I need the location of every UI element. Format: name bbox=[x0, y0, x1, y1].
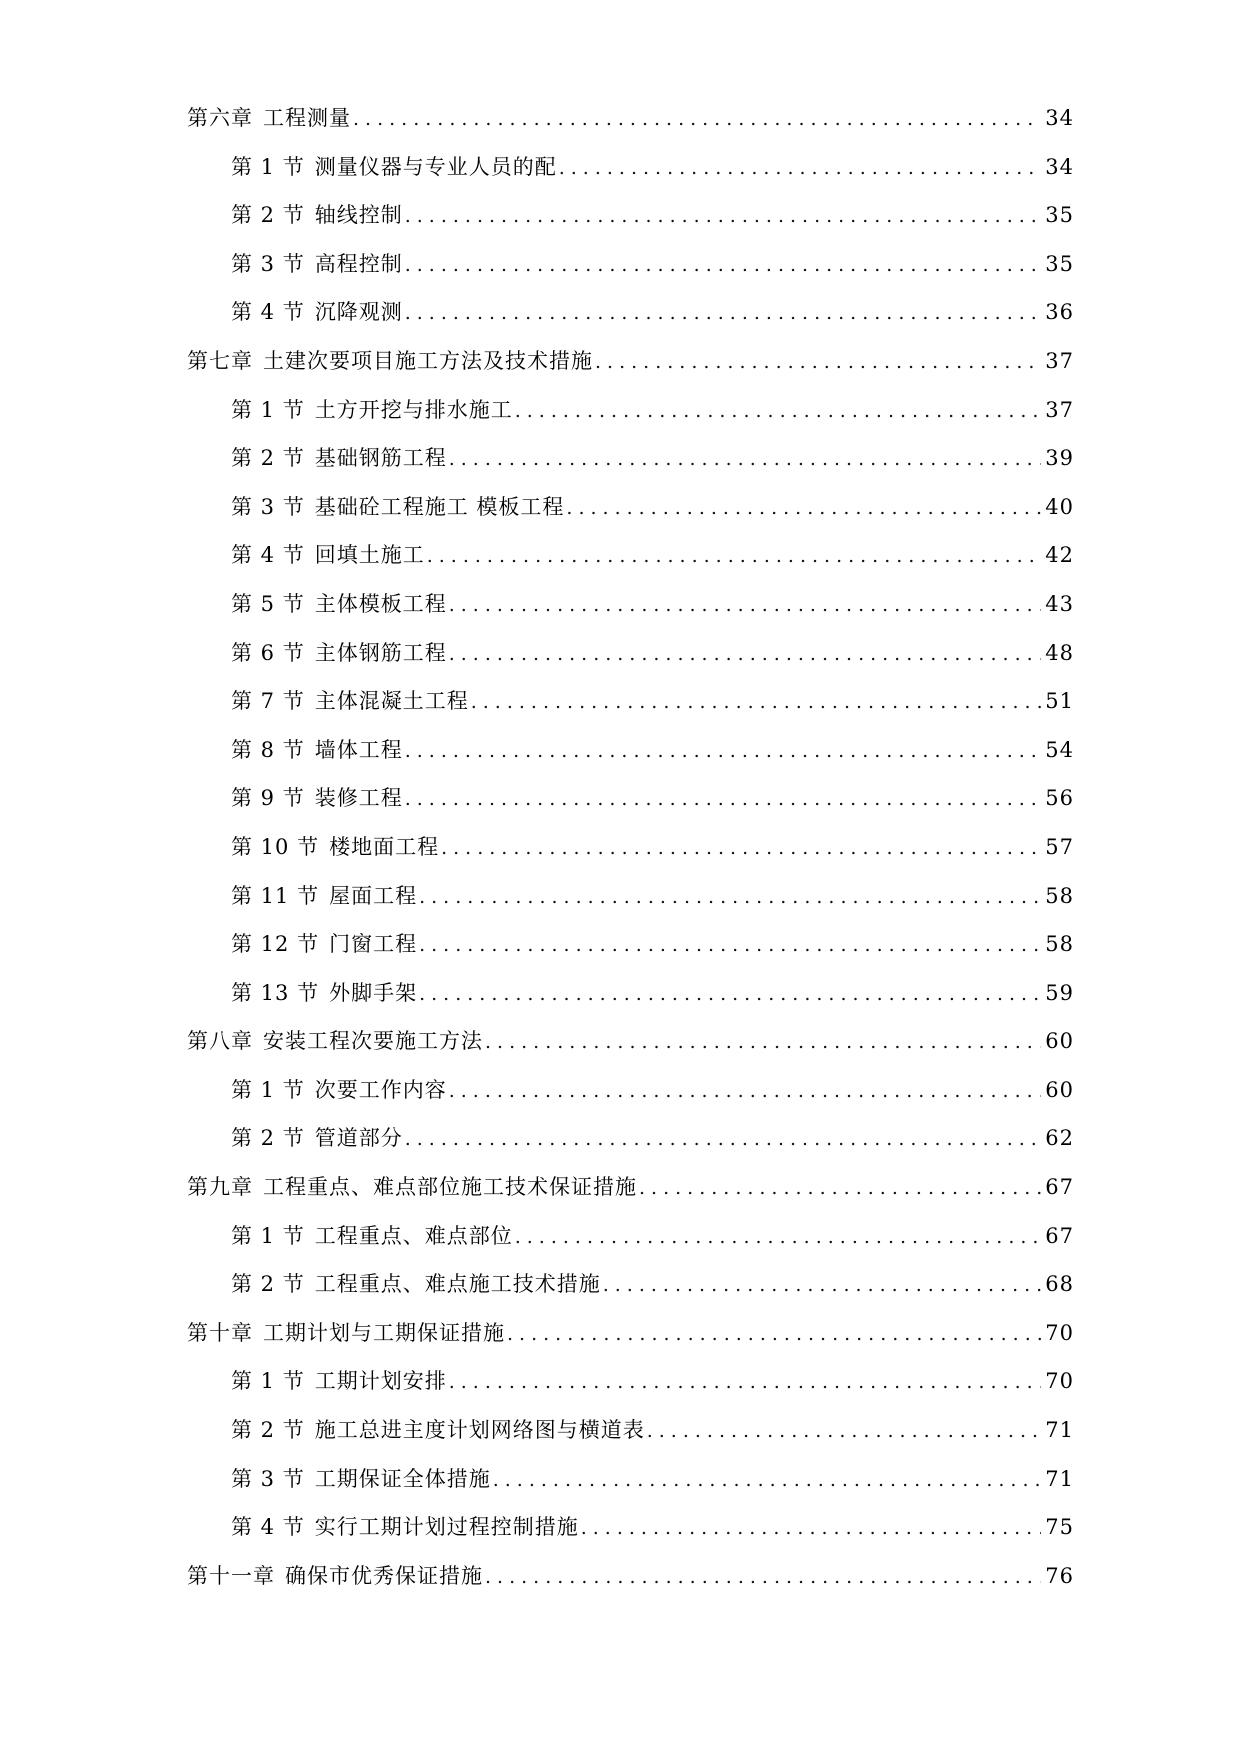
toc-dot-leader bbox=[419, 979, 1041, 1009]
toc-page-number: 71 bbox=[1045, 1418, 1074, 1443]
toc-entry-label bbox=[231, 1366, 447, 1396]
toc-page-number: 71 bbox=[1045, 1466, 1074, 1491]
toc-entry-title: 高程控制 bbox=[314, 251, 403, 276]
toc-chapter-entry[interactable] bbox=[187, 346, 1074, 395]
toc-section-entry[interactable] bbox=[187, 1512, 1074, 1561]
toc-dot-leader bbox=[515, 396, 1042, 426]
toc-section-entry[interactable] bbox=[187, 1075, 1074, 1124]
toc-dot-leader bbox=[405, 784, 1042, 814]
toc-dot-leader bbox=[559, 153, 1042, 183]
toc-entry-label bbox=[187, 103, 351, 133]
toc-page-number: 67 bbox=[1045, 1175, 1074, 1200]
toc-section-entry[interactable] bbox=[187, 540, 1074, 589]
toc-dot-leader bbox=[515, 1222, 1042, 1252]
toc-page-number: 60 bbox=[1045, 1029, 1074, 1054]
toc-section-entry[interactable] bbox=[187, 735, 1074, 784]
toc-page-number: 67 bbox=[1045, 1223, 1074, 1248]
toc-section-entry[interactable] bbox=[187, 1366, 1074, 1415]
toc-entry-label bbox=[231, 1464, 491, 1494]
toc-entry-title: 土建次要项目施工方法及技术措施 bbox=[263, 348, 593, 373]
toc-entry-number: 第 3 节 bbox=[231, 1466, 305, 1491]
toc-dot-leader bbox=[581, 1513, 1042, 1543]
toc-entry-title: 土方开挖与排水施工 bbox=[314, 397, 513, 422]
toc-dot-leader bbox=[566, 493, 1041, 523]
toc-entry-number: 第 4 节 bbox=[231, 543, 305, 568]
toc-page-number: 54 bbox=[1045, 737, 1074, 762]
toc-entry-label bbox=[187, 1026, 483, 1056]
toc-section-entry[interactable] bbox=[187, 686, 1074, 735]
toc-entry-number: 第 1 节 bbox=[231, 1077, 305, 1102]
toc-entry-label bbox=[231, 249, 403, 279]
toc-page-number: 51 bbox=[1045, 689, 1074, 714]
toc-page-number: 40 bbox=[1045, 494, 1074, 519]
toc-dot-leader bbox=[485, 1027, 1041, 1057]
toc-section-entry[interactable] bbox=[187, 832, 1074, 881]
toc-entry-label bbox=[231, 881, 417, 911]
toc-page-number: 48 bbox=[1045, 640, 1074, 665]
toc-entry-title: 屋面工程 bbox=[329, 883, 418, 908]
toc-page-number: 37 bbox=[1045, 348, 1074, 373]
toc-entry-title: 工期计划安排 bbox=[314, 1369, 447, 1394]
toc-dot-leader bbox=[405, 1124, 1042, 1154]
toc-entry-title: 门窗工程 bbox=[329, 932, 418, 957]
toc-section-entry[interactable] bbox=[187, 1221, 1074, 1270]
toc-entry-title: 次要工作内容 bbox=[314, 1077, 447, 1102]
toc-entry-number: 第八章 bbox=[187, 1029, 253, 1054]
toc-section-entry[interactable] bbox=[187, 881, 1074, 930]
toc-dot-leader bbox=[353, 104, 1041, 134]
toc-entry-label bbox=[231, 1123, 403, 1153]
toc-entry-title: 主体模板工程 bbox=[314, 591, 447, 616]
toc-entry-label bbox=[187, 1561, 483, 1591]
toc-entry-number: 第 8 节 bbox=[231, 737, 305, 762]
toc-entry-number: 第十章 bbox=[187, 1320, 253, 1345]
toc-entry-label bbox=[187, 346, 593, 376]
toc-entry-number: 第 5 节 bbox=[231, 591, 305, 616]
toc-entry-label bbox=[231, 200, 403, 230]
toc-entry-label bbox=[187, 1318, 505, 1348]
toc-entry-number: 第 12 节 bbox=[231, 932, 320, 957]
toc-entry-title: 工期计划与工期保证措施 bbox=[263, 1320, 505, 1345]
toc-page-number: 43 bbox=[1045, 591, 1074, 616]
toc-page-number: 57 bbox=[1045, 834, 1074, 859]
toc-dot-leader bbox=[485, 1562, 1041, 1592]
toc-dot-leader bbox=[507, 1319, 1041, 1349]
toc-entry-label bbox=[231, 540, 425, 570]
toc-page-number: 62 bbox=[1045, 1126, 1074, 1151]
toc-page-number: 35 bbox=[1045, 251, 1074, 276]
toc-section-entry[interactable] bbox=[187, 1415, 1074, 1464]
toc-entry-label bbox=[231, 443, 447, 473]
toc-dot-leader bbox=[405, 201, 1042, 231]
toc-dot-leader bbox=[405, 736, 1042, 766]
toc-entry-title: 沉降观测 bbox=[314, 300, 403, 325]
toc-entry-title: 工程测量 bbox=[263, 106, 351, 130]
toc-entry-title: 施工总进主度计划网络图与横道表 bbox=[314, 1418, 645, 1443]
toc-entry-number: 第 10 节 bbox=[231, 834, 320, 859]
toc-chapter-entry[interactable] bbox=[187, 1318, 1074, 1367]
toc-entry-number: 第 2 节 bbox=[231, 1272, 305, 1297]
toc-page-number: 68 bbox=[1045, 1272, 1074, 1297]
toc-entry-title: 管道部分 bbox=[314, 1126, 403, 1151]
toc-entry-label bbox=[231, 686, 469, 716]
toc-entry-label bbox=[231, 783, 403, 813]
toc-dot-leader bbox=[595, 347, 1041, 377]
toc-entry-number: 第 11 节 bbox=[231, 883, 320, 908]
toc-dot-leader bbox=[441, 833, 1041, 863]
toc-entry-label bbox=[231, 1269, 601, 1299]
toc-section-entry[interactable] bbox=[187, 1464, 1074, 1513]
toc-entry-number: 第 1 节 bbox=[231, 154, 305, 179]
toc-section-entry[interactable] bbox=[187, 783, 1074, 832]
toc-chapter-entry[interactable] bbox=[187, 1172, 1074, 1221]
toc-entry-label bbox=[231, 735, 403, 765]
toc-entry-label bbox=[231, 589, 447, 619]
toc-entry-title: 实行工期计划过程控制措施 bbox=[314, 1515, 579, 1540]
toc-entry-title: 工程重点、难点施工技术措施 bbox=[314, 1272, 601, 1297]
toc-dot-leader bbox=[493, 1465, 1042, 1495]
toc-entry-label bbox=[231, 929, 417, 959]
toc-section-entry[interactable] bbox=[187, 1269, 1074, 1318]
toc-page-number: 76 bbox=[1045, 1563, 1074, 1588]
toc-page-number: 59 bbox=[1045, 980, 1074, 1005]
toc-dot-leader bbox=[419, 930, 1041, 960]
toc-dot-leader bbox=[639, 1173, 1041, 1203]
toc-section-entry[interactable] bbox=[187, 929, 1074, 978]
toc-entry-number: 第 7 节 bbox=[231, 689, 305, 714]
toc-section-entry[interactable] bbox=[187, 152, 1074, 201]
toc-section-entry[interactable] bbox=[187, 638, 1074, 687]
toc-page-number: 56 bbox=[1045, 786, 1074, 811]
toc-entry-label bbox=[231, 832, 439, 862]
toc-entry-title: 楼地面工程 bbox=[329, 834, 440, 859]
toc-entry-number: 第 3 节 bbox=[231, 251, 305, 276]
toc-dot-leader bbox=[647, 1416, 1042, 1446]
toc-dot-leader bbox=[427, 541, 1042, 571]
toc-chapter-entry[interactable] bbox=[187, 1026, 1074, 1075]
toc-entry-label bbox=[231, 492, 564, 522]
toc-entry-label bbox=[231, 152, 557, 182]
toc-page-number: 75 bbox=[1045, 1515, 1074, 1540]
toc-page-number: 34 bbox=[1045, 154, 1074, 179]
toc-entry-title: 工程重点、难点部位施工技术保证措施 bbox=[263, 1175, 637, 1200]
toc-entry-number: 第十一章 bbox=[187, 1563, 275, 1588]
toc-entry-label bbox=[231, 1075, 447, 1105]
toc-page-number: 70 bbox=[1045, 1320, 1074, 1345]
toc-section-entry[interactable] bbox=[187, 200, 1074, 249]
toc-entry-label bbox=[231, 1512, 579, 1542]
toc-page-number: 70 bbox=[1045, 1369, 1074, 1394]
toc-entry-number: 第 4 节 bbox=[231, 1515, 305, 1540]
toc-section-entry[interactable] bbox=[187, 249, 1074, 298]
toc-entry-number: 第 2 节 bbox=[231, 1418, 305, 1443]
toc-page-number: 58 bbox=[1045, 932, 1074, 957]
toc-entry-label bbox=[231, 638, 447, 668]
toc-section-entry[interactable] bbox=[187, 297, 1074, 346]
toc-entry-title: 测量仪器与专业人员的配 bbox=[314, 154, 557, 179]
toc-section-entry[interactable] bbox=[187, 978, 1074, 1027]
toc-page-number: 60 bbox=[1045, 1077, 1074, 1102]
toc-chapter-entry[interactable] bbox=[187, 1561, 1074, 1610]
toc-entry-title: 基础砼工程施工 模板工程 bbox=[314, 494, 565, 519]
toc-dot-leader bbox=[449, 590, 1042, 620]
toc-dot-leader bbox=[449, 1076, 1042, 1106]
toc-entry-title: 回填土施工 bbox=[314, 543, 425, 568]
toc-section-entry[interactable] bbox=[187, 589, 1074, 638]
toc-dot-leader bbox=[471, 687, 1042, 717]
toc-entry-label bbox=[231, 1415, 645, 1445]
toc-entry-number: 第 2 节 bbox=[231, 1126, 305, 1151]
toc-entry-label bbox=[231, 297, 403, 327]
toc-entry-number: 第 1 节 bbox=[231, 1369, 305, 1394]
toc-page-number: 34 bbox=[1045, 106, 1074, 130]
toc-dot-leader bbox=[405, 298, 1042, 328]
toc-entry-number: 第 4 节 bbox=[231, 300, 305, 325]
toc-entry-number: 第六章 bbox=[187, 106, 253, 130]
toc-page-number: 37 bbox=[1045, 397, 1074, 422]
toc-section-entry[interactable] bbox=[187, 1123, 1074, 1172]
toc-entry-title: 工程重点、难点部位 bbox=[314, 1223, 513, 1248]
toc-page-number: 42 bbox=[1045, 543, 1074, 568]
toc-entry-number: 第 1 节 bbox=[231, 1223, 305, 1248]
toc-dot-leader bbox=[449, 444, 1042, 474]
toc-dot-leader bbox=[405, 250, 1042, 280]
toc-section-entry[interactable] bbox=[187, 492, 1074, 541]
toc-entry-title: 外脚手架 bbox=[329, 980, 418, 1005]
toc-entry-title: 主体钢筋工程 bbox=[314, 640, 447, 665]
toc-dot-leader bbox=[603, 1270, 1042, 1300]
toc-section-entry[interactable] bbox=[187, 443, 1074, 492]
toc-entry-label bbox=[231, 395, 513, 425]
toc-entry-number: 第 2 节 bbox=[231, 446, 305, 471]
toc-entry-number: 第九章 bbox=[187, 1175, 253, 1200]
toc-page-number: 39 bbox=[1045, 446, 1074, 471]
toc-entry-number: 第七章 bbox=[187, 348, 253, 373]
toc-entry-title: 墙体工程 bbox=[314, 737, 403, 762]
toc-entry-label bbox=[231, 978, 417, 1008]
toc-entry-title: 确保市优秀保证措施 bbox=[285, 1563, 483, 1588]
toc-entry-number: 第 13 节 bbox=[231, 980, 320, 1005]
toc-entry-title: 轴线控制 bbox=[314, 203, 403, 228]
toc-entry-number: 第 9 节 bbox=[231, 786, 305, 811]
table-of-contents bbox=[187, 103, 1074, 1609]
toc-entry-label bbox=[231, 1221, 513, 1251]
toc-entry-title: 装修工程 bbox=[314, 786, 403, 811]
toc-entry-number: 第 1 节 bbox=[231, 397, 305, 422]
toc-dot-leader bbox=[449, 639, 1042, 669]
toc-entry-label bbox=[187, 1172, 637, 1202]
toc-entry-number: 第 2 节 bbox=[231, 203, 305, 228]
toc-dot-leader bbox=[449, 1367, 1042, 1397]
toc-chapter-entry[interactable] bbox=[187, 103, 1074, 152]
toc-entry-title: 工期保证全体措施 bbox=[314, 1466, 491, 1491]
toc-entry-title: 安装工程次要施工方法 bbox=[263, 1029, 483, 1054]
toc-page-number: 35 bbox=[1045, 203, 1074, 228]
toc-section-entry[interactable] bbox=[187, 395, 1074, 444]
toc-entry-title: 基础钢筋工程 bbox=[314, 446, 447, 471]
toc-entry-title: 主体混凝土工程 bbox=[314, 689, 469, 714]
toc-entry-number: 第 6 节 bbox=[231, 640, 305, 665]
toc-dot-leader bbox=[419, 882, 1041, 912]
toc-page-number: 58 bbox=[1045, 883, 1074, 908]
toc-page-number: 36 bbox=[1045, 300, 1074, 325]
toc-entry-number: 第 3 节 bbox=[231, 494, 305, 519]
